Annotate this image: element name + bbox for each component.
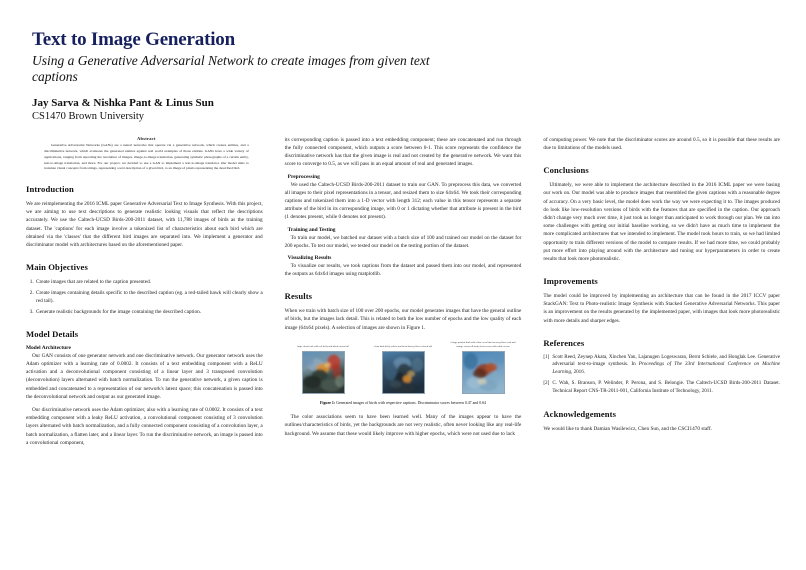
objectives-list [26,278,263,316]
acknowledgements-paragraph: We would like to thank Damian Wasilewicz, Chen Sun, and the CSCI1470 staff. [543,425,712,432]
figure-caption-text: Generated images of birds with respective captions. Discriminator scores between 0.47 and 0.64 [335,400,486,405]
reference-text-b: , 2016. [571,369,586,376]
preprocessing-paragraph: We used the Caltech-UCSD Birds-200-2011 dataset to train our GAN. To preprocess this data, we converted all images to their pixel representations in a tensor, and resized them to size 64x64. We took their corresponding captions and tokenized them into a 1-D vector with length 312; each value in this tensor represents a separate attribute of the bird in its corresponding image, with 0 or 1 dictating whether that attribute is present in the bird (1 denotes present, while 0 denotes not present). [284,181,522,221]
figure-item-3 [450,341,516,394]
results-after-figure-paragraph: The color associations seem to have been learned well. Many of the images appear to have the outlines/characteristics of birds, yet the backgrounds are not very realistic, often never looking like any real-life background. We assume that these would likely improve with higher epochs, which were not used due to lack [284,414,522,437]
reference-item-1 [543,354,780,377]
page-subtitle: Using a Generative Adversarial Network to create images from given text captions [32,52,430,85]
results-continuation-paragraph: of computing power. We note that the discriminator scores are around 0.5, so it is possible that these results are due to limitations of the models used. [543,136,781,152]
figure-item-2 [370,345,436,394]
references-list [543,354,780,396]
abstract-heading: Abstract [136,135,156,141]
conclusions-paragraph: Ultimately, we were able to implement the architecture described in the 2016 ICML paper we were basing our work on. Our model was able to produce images that resembled the given captions with a reasonable degree of accuracy. On a very basic level, the model does work the way we were expecting it to. The images produced do look like low-resolution versions of birds with the features that are specified in the caption. Our approach didn't change very much over time, it just took us longer than anticipated to work through our plan. We ran into some challenges with getting our initial baseline working, so we didn't have as much time to implement the more complicated architectures that we intended to implement. The model took hours to train, so we had limited opportunity to train different versions of the model to compare results. If we had more time, we could probably put more effort into playing around with the architecture and tuning our hyperparameters in order to create results that look more photorealistic. [543,182,781,262]
subsection-heading-visualizing-results: Visualizing Results [287,254,332,261]
reference-number: [2] [543,380,550,387]
section-heading-results: Results [284,291,313,302]
abstract-text: Generative Adversarial Networks (GANs) are a neural networks that operate via a generative network, which creates entities, and a discriminative network, which evaluates the generated entities against real world examples of those entities. GANs have a wide variety of applications, ranging from upscaling the resolution of images, image-to-image translation, generating synthetic photographs of a certain entity, text-to-image translation, and more. For our project, we decided to use a GAN to implement a text-to-image translator. Our model aims to translate visual concepts from strings, representing a text description of a given bird, to an image of pixels representing the described bird. [44,143,249,171]
subsection-heading-model-architecture: Model Architecture [26,344,71,351]
content-columns [26,136,780,452]
list-item: 3. Generate realistic backgrounds for the image containing the described caption. [35,308,263,316]
section-heading-introduction: Introduction [26,184,74,194]
list-item: 2. Create images containing details specific to the described caption (eg. a red-tailed hawk will clearly show a red tail). [35,289,263,305]
model-details-continuation: its corresponding caption is passed into a text embedding component; these are concatenated and run through the fully connected component, which outputs a score between 0-1. This score represents the confidence the discriminative network has that the given image is real and not created by the generative network. We want this score to converge to 0.5, as we will pass in an equal amount of real and generated images. [284,136,522,168]
visualizing-paragraph: To visualize our results, we took captions from the dataset and passed them into our model, and represented the outputs as 64x64 images using matplotlib. [284,262,522,278]
introduction-paragraph: We are reimplementing the 2016 ICML paper Generative Adversarial Text to Image Synthesis. With this project, we are aiming to use text descriptions to generate realistic looking visuals that reflect the descriptions accurately. We use the Caltech-UCSD Birds-200-2011 dataset, with 11,788 images of birds as the training dataset. The 'captions' for each image involve a tokenized list of characteristics about each bird which are obtained via the 'classes' that the different bird images are separated into. We implement a generator and discriminator model with architectures based on the aforementioned paper. [26,201,263,248]
reference-text-a: Scott Reed, Zeynep Akata, Xinchen Yan, Lajanugen Logeswaran, Bernt Schiele, and Honglak Lee. Generative adversarial text-to-image synthesis. In [552,353,781,368]
bird-caption-3: a large pointed bird with a blue crest blue breast yellow neck and orange crown all body clean crown with white crown [450,340,516,348]
reference-venue: Proceedings of The 33rd International Conference on Machine Learning [552,361,781,376]
reference-item-2 [543,380,780,395]
model-architecture-paragraph: Our GAN consists of one generator network and one discriminative network. Our generator network uses the Adam optimizer with a learning rate of 0.0002. It consists of a text embedding component with a ReLU activation and a deconvolutional component consisting of a linear layer and 3 transposed convolution (deconvolution) layers alternated with batch normalization. To run the generative network, a given caption is embedded and concatenated to a representation of our network's latent space; this concatenation is passed into the deconvolutional network and output as our generated image. [26,352,263,400]
bird-caption-1: large clean beak with red belly and black crown tail [297,344,349,348]
author-list: Jay Sarva & Nishka Pant & Linus Sun [32,96,214,109]
results-paragraph: When we train with batch size of 100 over 200 epochs, our model generates images that have the general outline of birds, but the images lack detail. This is related to both the low number of epochs and the low quality of each image (64x64 pixels). A selection of images are shown in Figure 1. [284,308,522,331]
bird-caption-2: clean dark belly yellow and beak short yellow colored tail [374,344,432,348]
middle-column [285,136,522,443]
section-heading-improvements: Improvements [543,276,598,287]
left-column [26,136,263,452]
discriminator-paragraph: Our discriminative network uses the Adam optimizer, also with a learning rate of 0.0002. It consists of a text embedding component with a leaky ReLU activation, a convolutional component consisting of 3 convolution layers alternated with batch normalization, and a fully connected component consisting of a convolution layer, a batch normalization, a flatten later, and a linear layer. To run the discriminative network, an image is passed into a convolutional component, [26,407,263,446]
section-heading-conclusions: Conclusions [543,165,589,176]
subsection-heading-training-and-testing: Training and Testing [287,226,336,233]
figure-caption-label: Figure 1: [320,400,336,405]
affiliation: CS1470 Brown University [32,110,145,122]
list-item: 1. Create images that are related to the caption presented. [35,278,263,286]
page-title: Text to Image Generation [32,29,235,50]
reference-number: [1] [543,353,550,360]
subsection-heading-preprocessing: Preprocessing [287,173,320,180]
figure-caption [285,401,522,406]
figure-1 [285,341,522,406]
training-paragraph: To train our model, we batched our dataset with a batch size of 100 and trained our model on the dataset for 200 epochs. To test our model, we tested our model on the testing portion of the dataset. [284,234,522,249]
section-heading-references: References [543,337,585,348]
section-heading-main-objectives: Main Objectives [26,262,88,273]
figure-item-1 [290,345,356,394]
poster-header [32,30,780,122]
generated-bird-image-3 [462,351,505,394]
generated-bird-image-1 [302,351,345,394]
section-heading-model-details: Model Details [26,328,79,339]
reference-text [552,380,780,395]
abstract-block [26,136,263,172]
section-heading-acknowledgements: Acknowledgements [543,408,617,419]
figure-image-row [285,341,522,394]
reference-text [552,354,780,377]
generated-bird-image-2 [382,351,425,394]
reference-text-a: C. Wah, S. Branson, P. Welinder, P. Perona, and S. Belongie. The Caltech-UCSD Birds-200-2011 Dataset. Technical Report CNS-TR-2011-001, California Institute of Technology, 2011. [552,380,781,394]
right-column [543,136,780,433]
improvements-paragraph: The model could be improved by implementing an architecture that can be found in the 2017 ICCV paper StackGAN: Text to Photo-realistic Image Synthesis with Stacked Generative Adversarial Networks. This paper is an improvement on the results generated by the implemented paper, with images that look more photorealistic with more details and sharper edges. [543,293,781,324]
